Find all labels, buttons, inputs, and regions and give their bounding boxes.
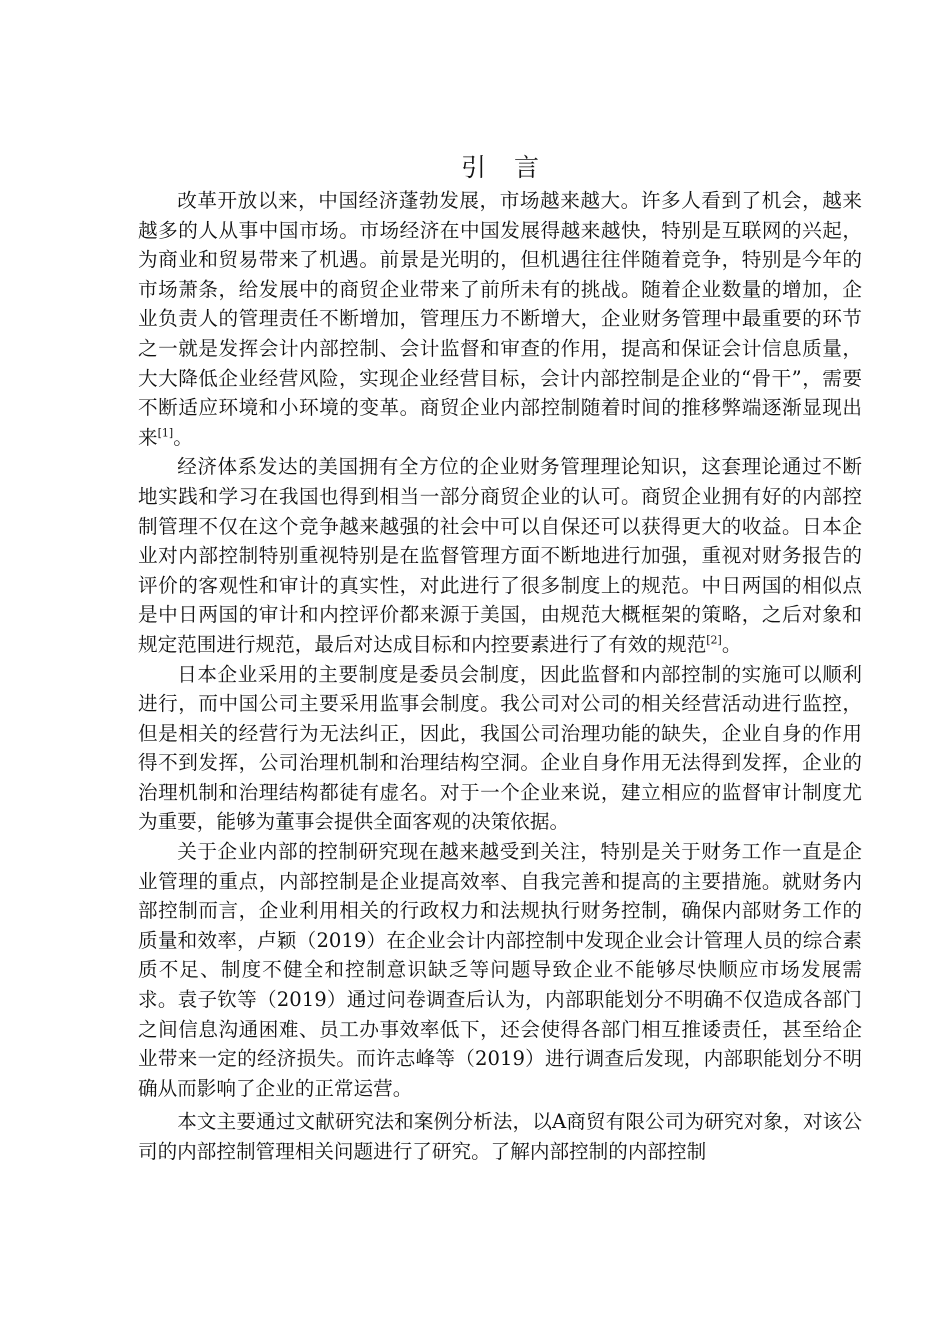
paragraph-1-text: 改革开放以来，中国经济蓬勃发展，市场越来越大。许多人看到了机会，越来越多的人从事中国市场。市场经济在中国发展得越来越快，特别是互联网的兴起，为商业和贸易带来了机遇。前景是光明的，但机遇往往伴随着竞争，特别是今年的市场萧条，给发展中的商贸企业带来了前所未有的挑战。随着企业数量的增加，企业负责人的管理责任不断增加，管理压力不断增大，企业财务管理中最重要的环节之一就是发挥会计内部控制、会计监督和审查的作用，提高和保证会计信息质量，大大降低企业经营风险，实现企业经营目标，会计内部控制是企业的“骨干”，需要不断适应环境和小环境的变革。商贸企业内部控制随着时间的推移弊端逐渐显现出来 xyxy=(138,189,862,449)
page-title xyxy=(138,150,862,186)
paragraph-3-text: 日本企业采用的主要制度是委员会制度，因此监督和内部控制的实施可以顺利进行，而中国公司主要采用监事会制度。我公司对公司的相关经营活动进行监控，但是相关的经营行为无法纠正，因此，我国公司治理功能的缺失，企业自身的作用得不到发挥，公司治理机制和治理结构空洞。企业自身作用无法得到发挥，企业的治理机制和治理结构都徒有虚名。对于一个企业来说，建立相应的监督审计制度尤为重要，能够为董事会提供全面客观的决策依据。 xyxy=(138,662,862,834)
paragraph-1 xyxy=(138,186,862,452)
title-char-2: 言 xyxy=(514,153,540,182)
paragraph-2-end: 。 xyxy=(721,632,742,656)
title-char-1: 引 xyxy=(460,153,486,182)
paragraph-5 xyxy=(138,1107,862,1166)
paragraph-3 xyxy=(138,660,862,838)
citation-2: [2] xyxy=(706,633,722,647)
paragraph-2 xyxy=(138,452,862,659)
paragraph-4 xyxy=(138,837,862,1103)
paragraph-4-text: 关于企业内部的控制研究现在越来越受到关注，特别是关于财务工作一直是企业管理的重点，内部控制是企业提高效率、自我完善和提高的主要措施。就财务内部控制而言，企业利用相关的行政权力和法规执行财务控制，确保内部财务工作的质量和效率，卢颖（2019）在企业会计内部控制中发现企业会计管理人员的综合素质不足、制度不健全和控制意识缺乏等问题导致企业不能够尽快顺应市场发展需求。袁子钦等（2019）通过问卷调查后认为，内部职能划分不明确不仅造成各部门之间信息沟通困难、员工办事效率低下，还会使得各部门相互推诿责任，甚至给企业带来一定的经济损失。而许志峰等（2019）进行调查后发现，内部职能划分不明确从而影响了企业的正常运营。 xyxy=(138,840,862,1100)
paragraph-1-end: 。 xyxy=(173,425,193,449)
paragraph-2-text: 经济体系发达的美国拥有全方位的企业财务管理理论知识，这套理论通过不断地实践和学习在我国也得到相当一部分商贸企业的认可。商贸企业拥有好的内部控制管理不仅在这个竞争越来越强的社会中可以自保还可以获得更大的收益。日本企业对内部控制特别重视特别是在监督管理方面不断地进行加强，重视对财务报告的评价的客观性和审计的真实性，对此进行了很多制度上的规范。中日两国的相似点是中日两国的审计和内控评价都来源于美国，由规范大概框架的策略，之后对象和规定范围进行规范，最后对达成目标和内控要素进行了有效的规范 xyxy=(138,455,862,656)
document-page xyxy=(138,150,862,1167)
citation-1: [1] xyxy=(157,426,174,440)
paragraph-5-text: 本文主要通过文献研究法和案例分析法，以A商贸有限公司为研究对象，对该公司的内部控制管理相关问题进行了研究。了解内部控制的内部控制 xyxy=(138,1110,862,1163)
